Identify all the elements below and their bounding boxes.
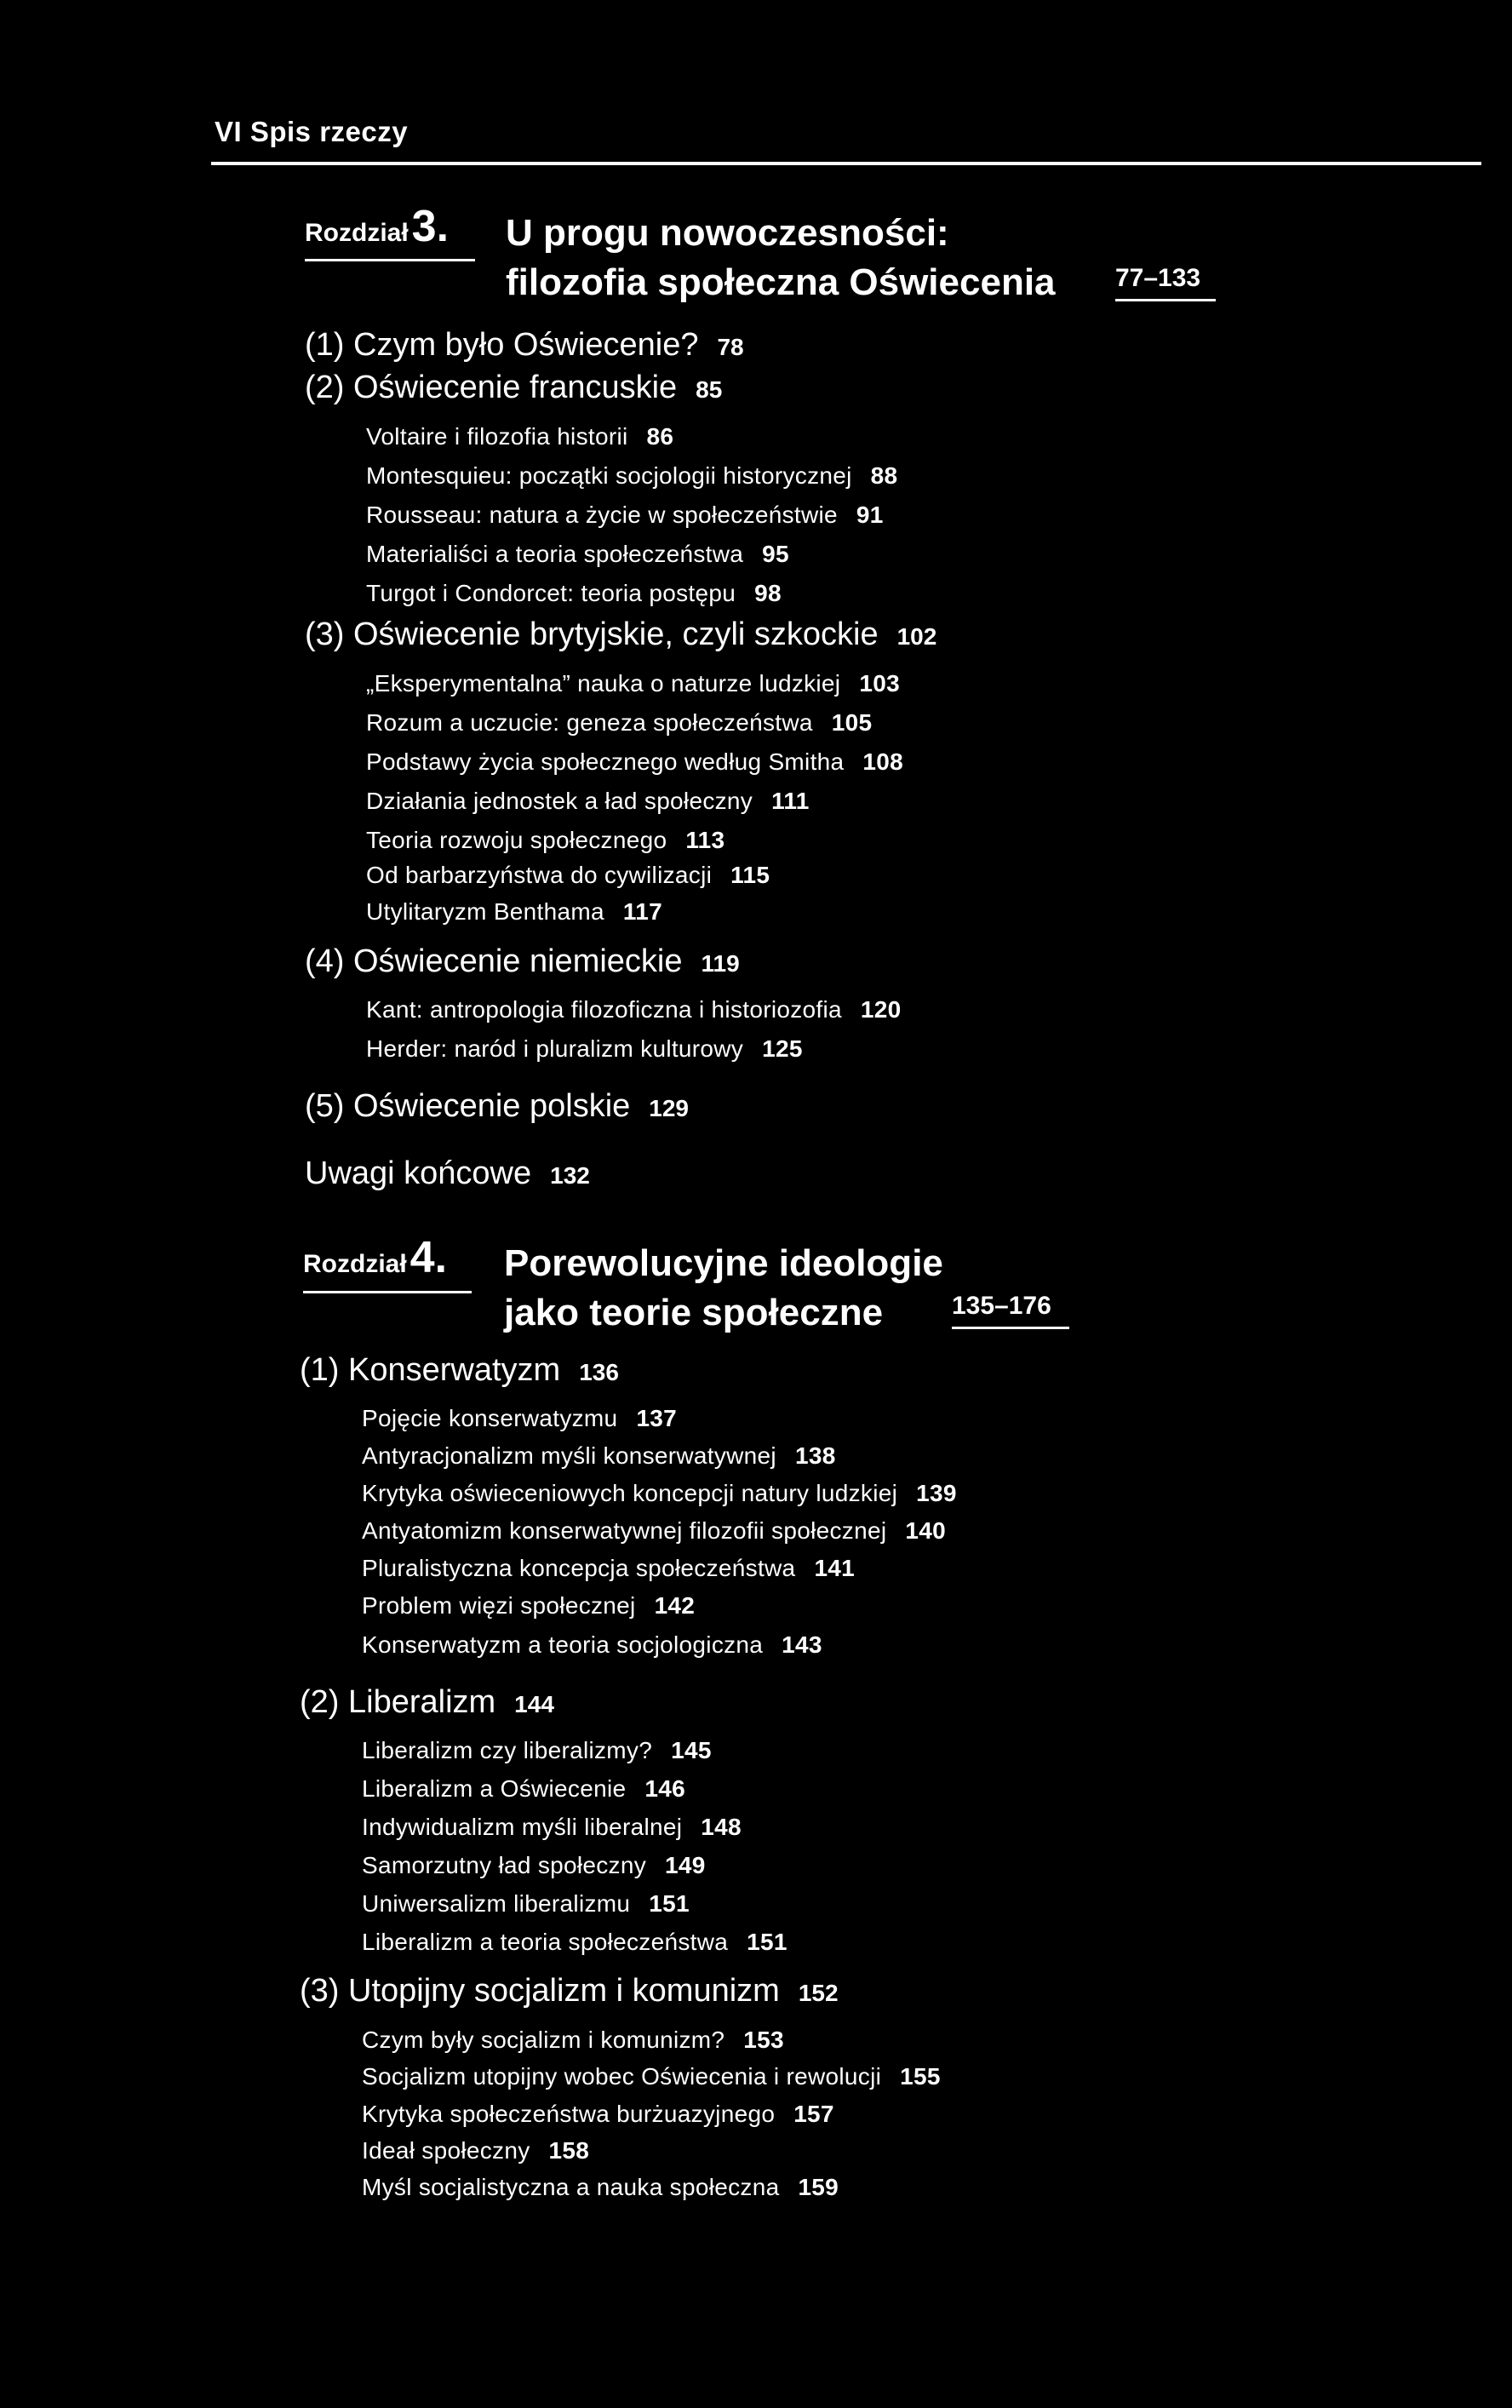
chapter-pages-underline: [952, 1327, 1069, 1329]
toc-section: (4) Oświecenie niemieckie 119: [305, 943, 740, 979]
chapter-title: Porewolucyjne ideologie jako teorie społeczne: [504, 1242, 943, 1333]
toc-item: Pojęcie konserwatyzmu 137: [362, 1405, 678, 1431]
toc-item: Problem więzi społecznej 142: [362, 1592, 696, 1619]
header-rule: [211, 162, 1481, 165]
toc-item: Uniwersalizm liberalizmu 151: [362, 1890, 690, 1917]
chapter-label: Rozdział3.: [305, 202, 450, 251]
toc-item: Liberalizm a Oświecenie 146: [362, 1775, 685, 1802]
toc-item: Od barbarzyństwa do cywilizacji 115: [366, 862, 770, 888]
chapter-pages: 77–133: [1115, 264, 1201, 292]
toc-item: Ideał społeczny 158: [362, 2137, 590, 2164]
toc-item: Teoria rozwoju społecznego 113: [366, 827, 725, 853]
toc-item: Materialiści a teoria społeczeństwa 95: [366, 541, 789, 567]
chapter-label-underline: [303, 1291, 472, 1293]
toc-item: Liberalizm czy liberalizmy? 145: [362, 1737, 712, 1763]
chapter-label-underline: [305, 259, 475, 261]
toc-item: Samorzutny ład społeczny 149: [362, 1852, 706, 1878]
toc-item: Rousseau: natura a życie w społeczeństwie 91: [366, 502, 884, 528]
toc-section: (1) Czym było Oświecenie? 78: [305, 327, 744, 363]
toc-section: (3) Oświecenie brytyjskie, czyli szkockie 102: [305, 616, 937, 652]
toc-item: Myśl socjalistyczna a nauka społeczna 159: [362, 2174, 839, 2200]
toc-item: Kant: antropologia filozoficzna i historiozofia 120: [366, 996, 902, 1023]
toc-item: Antyatomizm konserwatywnej filozofii społecznej 140: [362, 1517, 946, 1544]
toc-section: Uwagi końcowe 132: [305, 1155, 590, 1191]
toc-item: Montesquieu: początki socjologii historycznej 88: [366, 462, 898, 489]
toc-section: (1) Konserwatyzm 136: [300, 1352, 619, 1388]
toc-item: Rozum a uczucie: geneza społeczeństwa 105: [366, 709, 873, 736]
toc-section: (3) Utopijny socjalizm i komunizm 152: [300, 1973, 839, 2009]
toc-item: Konserwatyzm a teoria socjologiczna 143: [362, 1631, 822, 1658]
toc-item: Antyracjonalizm myśli konserwatywnej 138: [362, 1442, 836, 1469]
toc-section: (5) Oświecenie polskie 129: [305, 1088, 689, 1124]
toc-item: Herder: naród i pluralizm kulturowy 125: [366, 1035, 803, 1062]
toc-item: Krytyka oświeceniowych koncepcji natury ludzkiej 139: [362, 1480, 957, 1506]
toc-item: Socjalizm utopijny wobec Oświecenia i rewolucji 155: [362, 2063, 941, 2090]
toc-item: Voltaire i filozofia historii 86: [366, 423, 674, 450]
toc-item: Pluralistyczna koncepcja społeczeństwa 141: [362, 1555, 856, 1581]
chapter-pages: 135–176: [952, 1292, 1051, 1320]
toc-item: Liberalizm a teoria społeczeństwa 151: [362, 1929, 788, 1955]
toc-item: Czym były socjalizm i komunizm? 153: [362, 2027, 784, 2053]
toc-section: (2) Oświecenie francuskie 85: [305, 370, 723, 405]
toc-item: Krytyka społeczeństwa burżuazyjnego 157: [362, 2101, 834, 2127]
toc-item: Turgot i Condorcet: teoria postępu 98: [366, 580, 782, 606]
toc-item: Utylitaryzm Benthama 117: [366, 898, 662, 925]
toc-item: Działania jednostek a ład społeczny 111: [366, 788, 810, 814]
toc-item: „Eksperymentalna” nauka o naturze ludzkiej 103: [366, 670, 900, 697]
chapter-pages-underline: [1115, 299, 1216, 301]
running-header: VI Spis rzeczy: [215, 116, 409, 147]
toc-section: (2) Liberalizm 144: [300, 1684, 554, 1720]
chapter-label: Rozdział4.: [303, 1233, 448, 1282]
toc-item: Indywidualizm myśli liberalnej 148: [362, 1814, 742, 1840]
chapter-title: U progu nowoczesności: filozofia społeczna Oświecenia: [506, 212, 1056, 303]
toc-item: Podstawy życia społecznego według Smitha 108: [366, 748, 904, 775]
